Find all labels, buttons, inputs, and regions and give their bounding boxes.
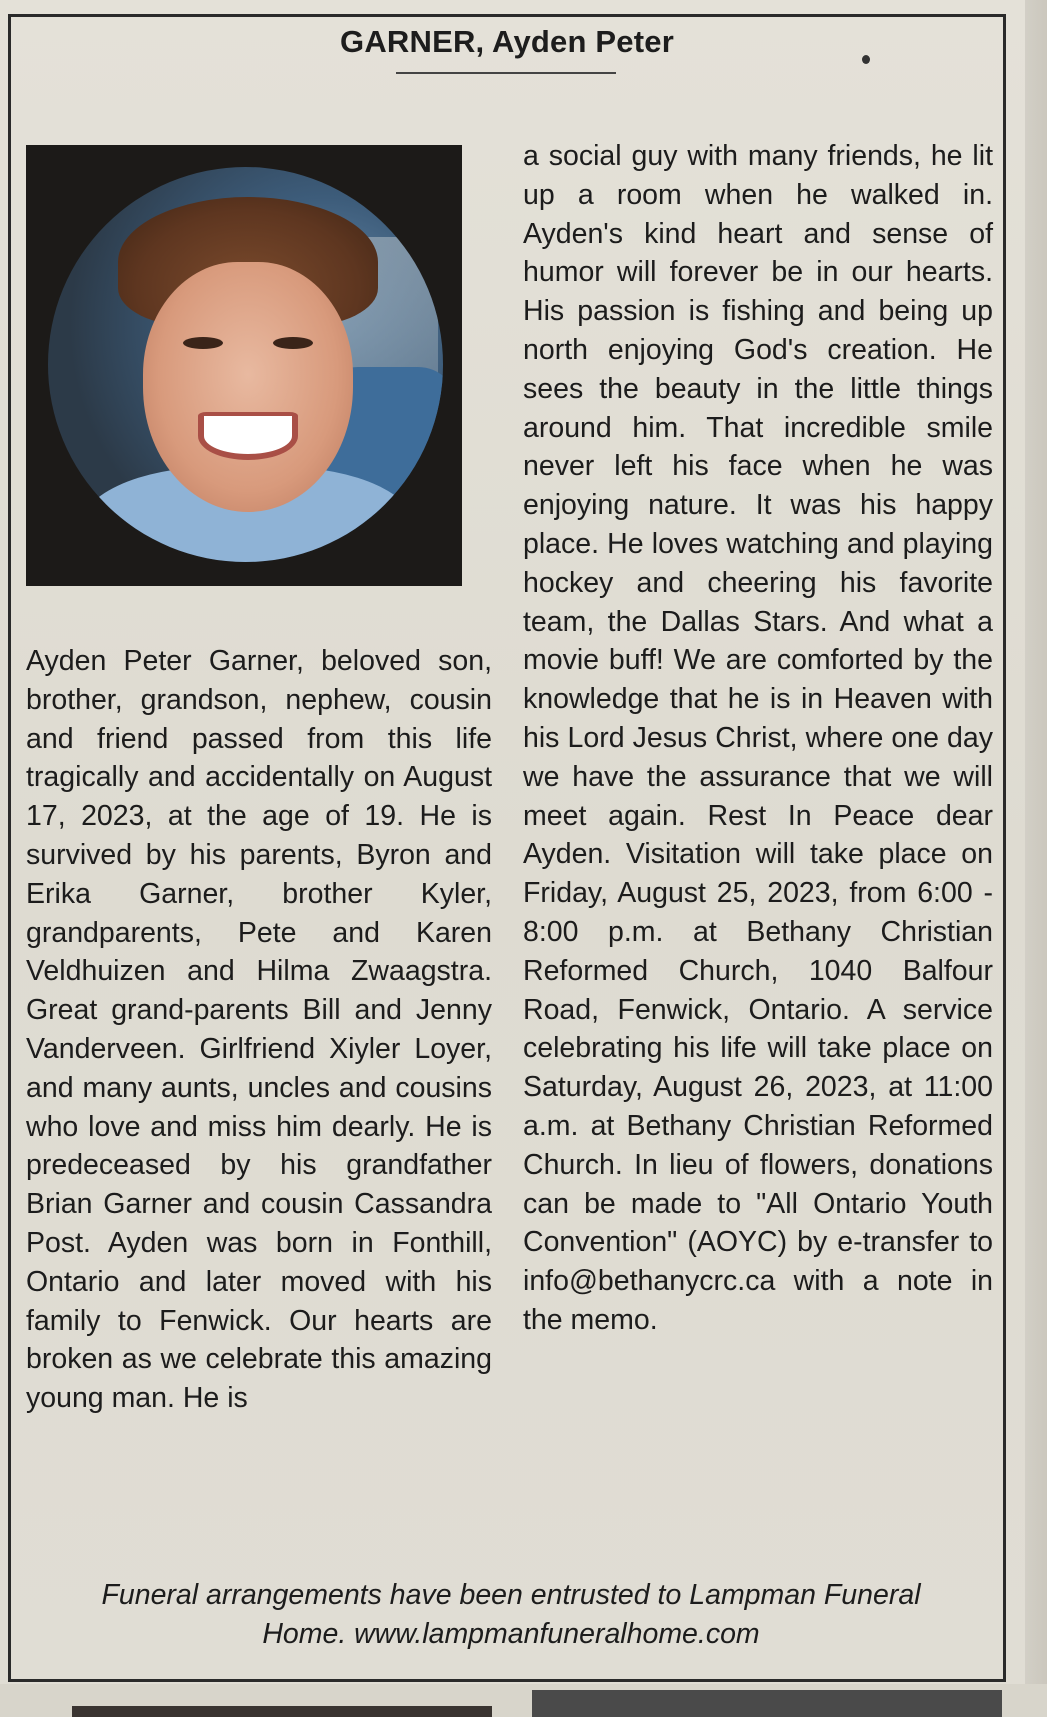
funeral-home-note-line2: Home. www.lampmanfuneralhome.com xyxy=(262,1618,760,1650)
obituary-title: GARNER, Ayden Peter xyxy=(340,24,674,59)
funeral-home-note xyxy=(18,1576,1004,1654)
obituary-text-right-column: a social guy with many friends, he lit up a room when he walked in. Ayden's kind heart and sense of humor will forever be in our hearts. His passion is fishing and being up north enjoying God's creation. He sees the beauty in the little things around him. That incredible smile never left his face when he was enjoying nature. It was his happy place. He loves watching and playing hockey and cheering his favorite team, the Dallas Stars. And what a movie buff! We are comforted by the knowledge that he is in Heaven with his Lord Jesus Christ, where one day we have the assurance that we will meet again. Rest In Peace dear Ayden. Visitation will take place on Friday, August 25, 2023, from 6:00 - 8:00 p.m. at Bethany Christian Reformed Church, 1040 Balfour Road, Fenwick, Ontario. A service celebrating his life will take place on Saturday, August 26, 2023, at 11:00 a.m. at Bethany Christian Reformed Church. In lieu of flowers, donations can be made to "All Ontario Youth Convention" (AOYC) by e-transfer to info@bethanycrc.ca with a note in the memo. xyxy=(523,140,993,1336)
obituary-text-left-column: Ayden Peter Garner, beloved son, brother, grandson, nephew, cousin and friend passed from this life tragically and accidentally on August 17, 2023, at the age of 19. He is survived by his parents, Byron and Erika Garner, brother Kyler, grandparents, Pete and Karen Veldhuizen and Hilma Zwaagstra. Great grand-parents Bill and Jenny Vanderveen. Girlfriend Xiyler Loyer, and many aunts, uncles and cousins who love and miss him dearly. He is predeceased by his grandfather Brian Garner and cousin Cassandra Post. Ayden was born in Fonthill, Ontario and later moved with his family to Fenwick. Our hearts are broken as we celebrate this amazing young man. He is xyxy=(26,645,492,1415)
photo-face xyxy=(143,262,353,512)
next-ad-left-edge xyxy=(72,1706,492,1717)
funeral-home-note-line1: Funeral arrangements have been entrusted to Lampman Funeral xyxy=(101,1579,921,1611)
adjacent-page-edge xyxy=(1025,0,1047,1717)
portrait-photo xyxy=(26,145,462,586)
photo-left-eye xyxy=(183,337,223,349)
portrait-circle-crop xyxy=(48,167,443,562)
photo-smile xyxy=(198,412,298,460)
next-ad-right-edge xyxy=(532,1690,1002,1717)
title-underline xyxy=(396,72,616,74)
photo-right-eye xyxy=(273,337,313,349)
